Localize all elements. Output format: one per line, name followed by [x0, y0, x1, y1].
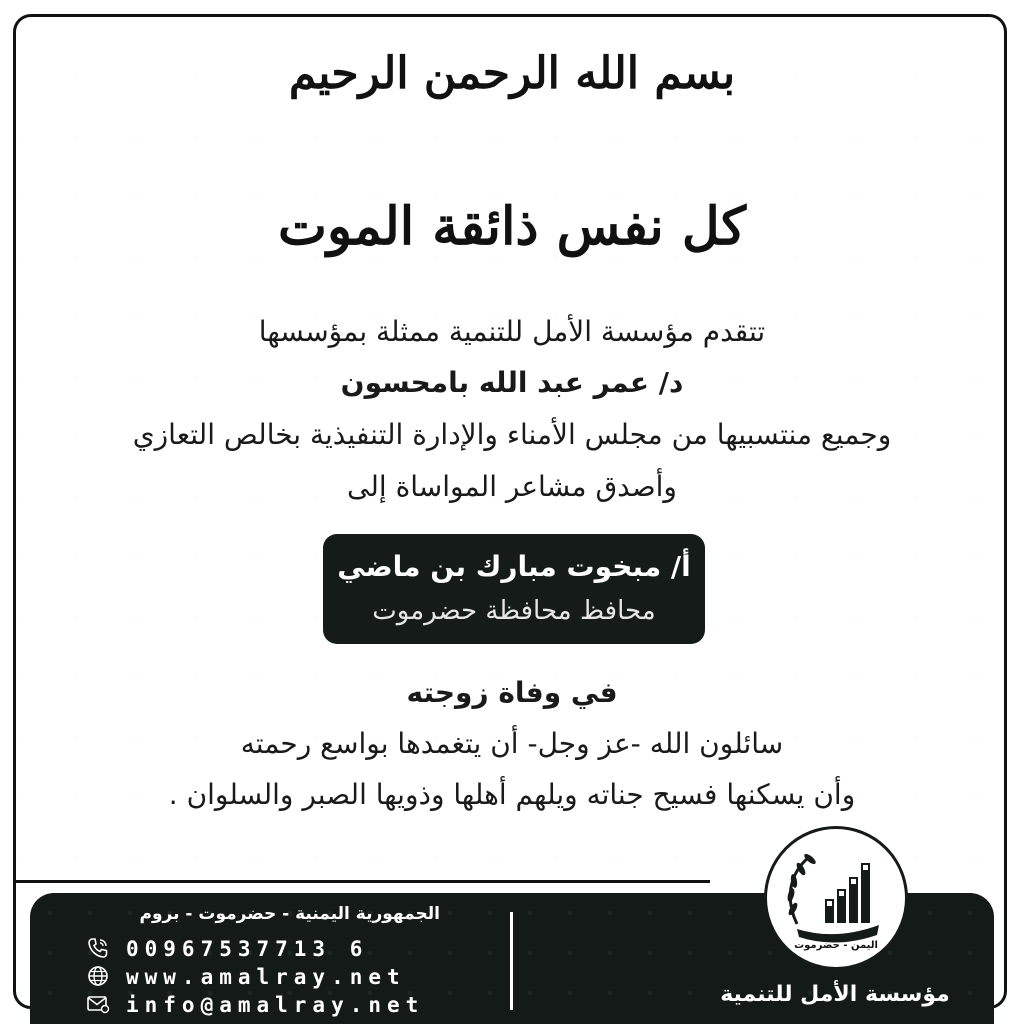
condolence-line: وجميع منتسبيها من مجلس الأمناء والإدارة التنفيذية بخالص التعازي [132, 418, 892, 451]
occasion-line: في وفاة زوجته [406, 676, 618, 709]
email-link[interactable]: info@amalray.net [126, 993, 425, 1017]
sympathy-line: وأصدق مشاعر المواساة إلى [347, 470, 677, 503]
contact-website [86, 964, 442, 990]
prayer-line-1: سائلون الله -عز وجل- أن يتغمدها بواسع رحمته [240, 727, 784, 760]
founder-name: د/ عمر عبد الله بامحسون [340, 366, 684, 399]
contact-phone [86, 936, 442, 962]
intro-line: تتقدم مؤسسة الأمل للتنمية ممثلة بمؤسسها [258, 315, 766, 348]
contact-email [86, 992, 442, 1018]
recipient-name: أ/ مبخوت مبارك بن ماضي [337, 550, 691, 583]
email-icon [86, 992, 110, 1016]
phone-text[interactable]: 00967537713 6 [126, 937, 369, 961]
separator-line [16, 880, 710, 883]
basmala-calligraphy: بسم الله الرحمن الرحيم [288, 48, 736, 99]
prayer-line-2: وأن يسكنها فسيح جناته ويلهم أهلها وذويها الصبر والسلوان . [168, 778, 856, 811]
website-link[interactable]: www.amalray.net [126, 965, 406, 989]
organization-name: مؤسسة الأمل للتنمية [720, 982, 950, 1007]
verse-calligraphy: كل نفس ذائقة الموت [278, 196, 746, 257]
globe-icon [86, 964, 110, 988]
phone-icon [86, 936, 110, 960]
recipient-box [323, 534, 705, 644]
logo-location: اليمن - حضرموت [794, 940, 878, 951]
footer-address: الجمهورية اليمنية - حضرموت - بروم [139, 904, 440, 924]
footer-divider [510, 912, 513, 1010]
recipient-title: محافظ محافظة حضرموت [372, 596, 656, 626]
